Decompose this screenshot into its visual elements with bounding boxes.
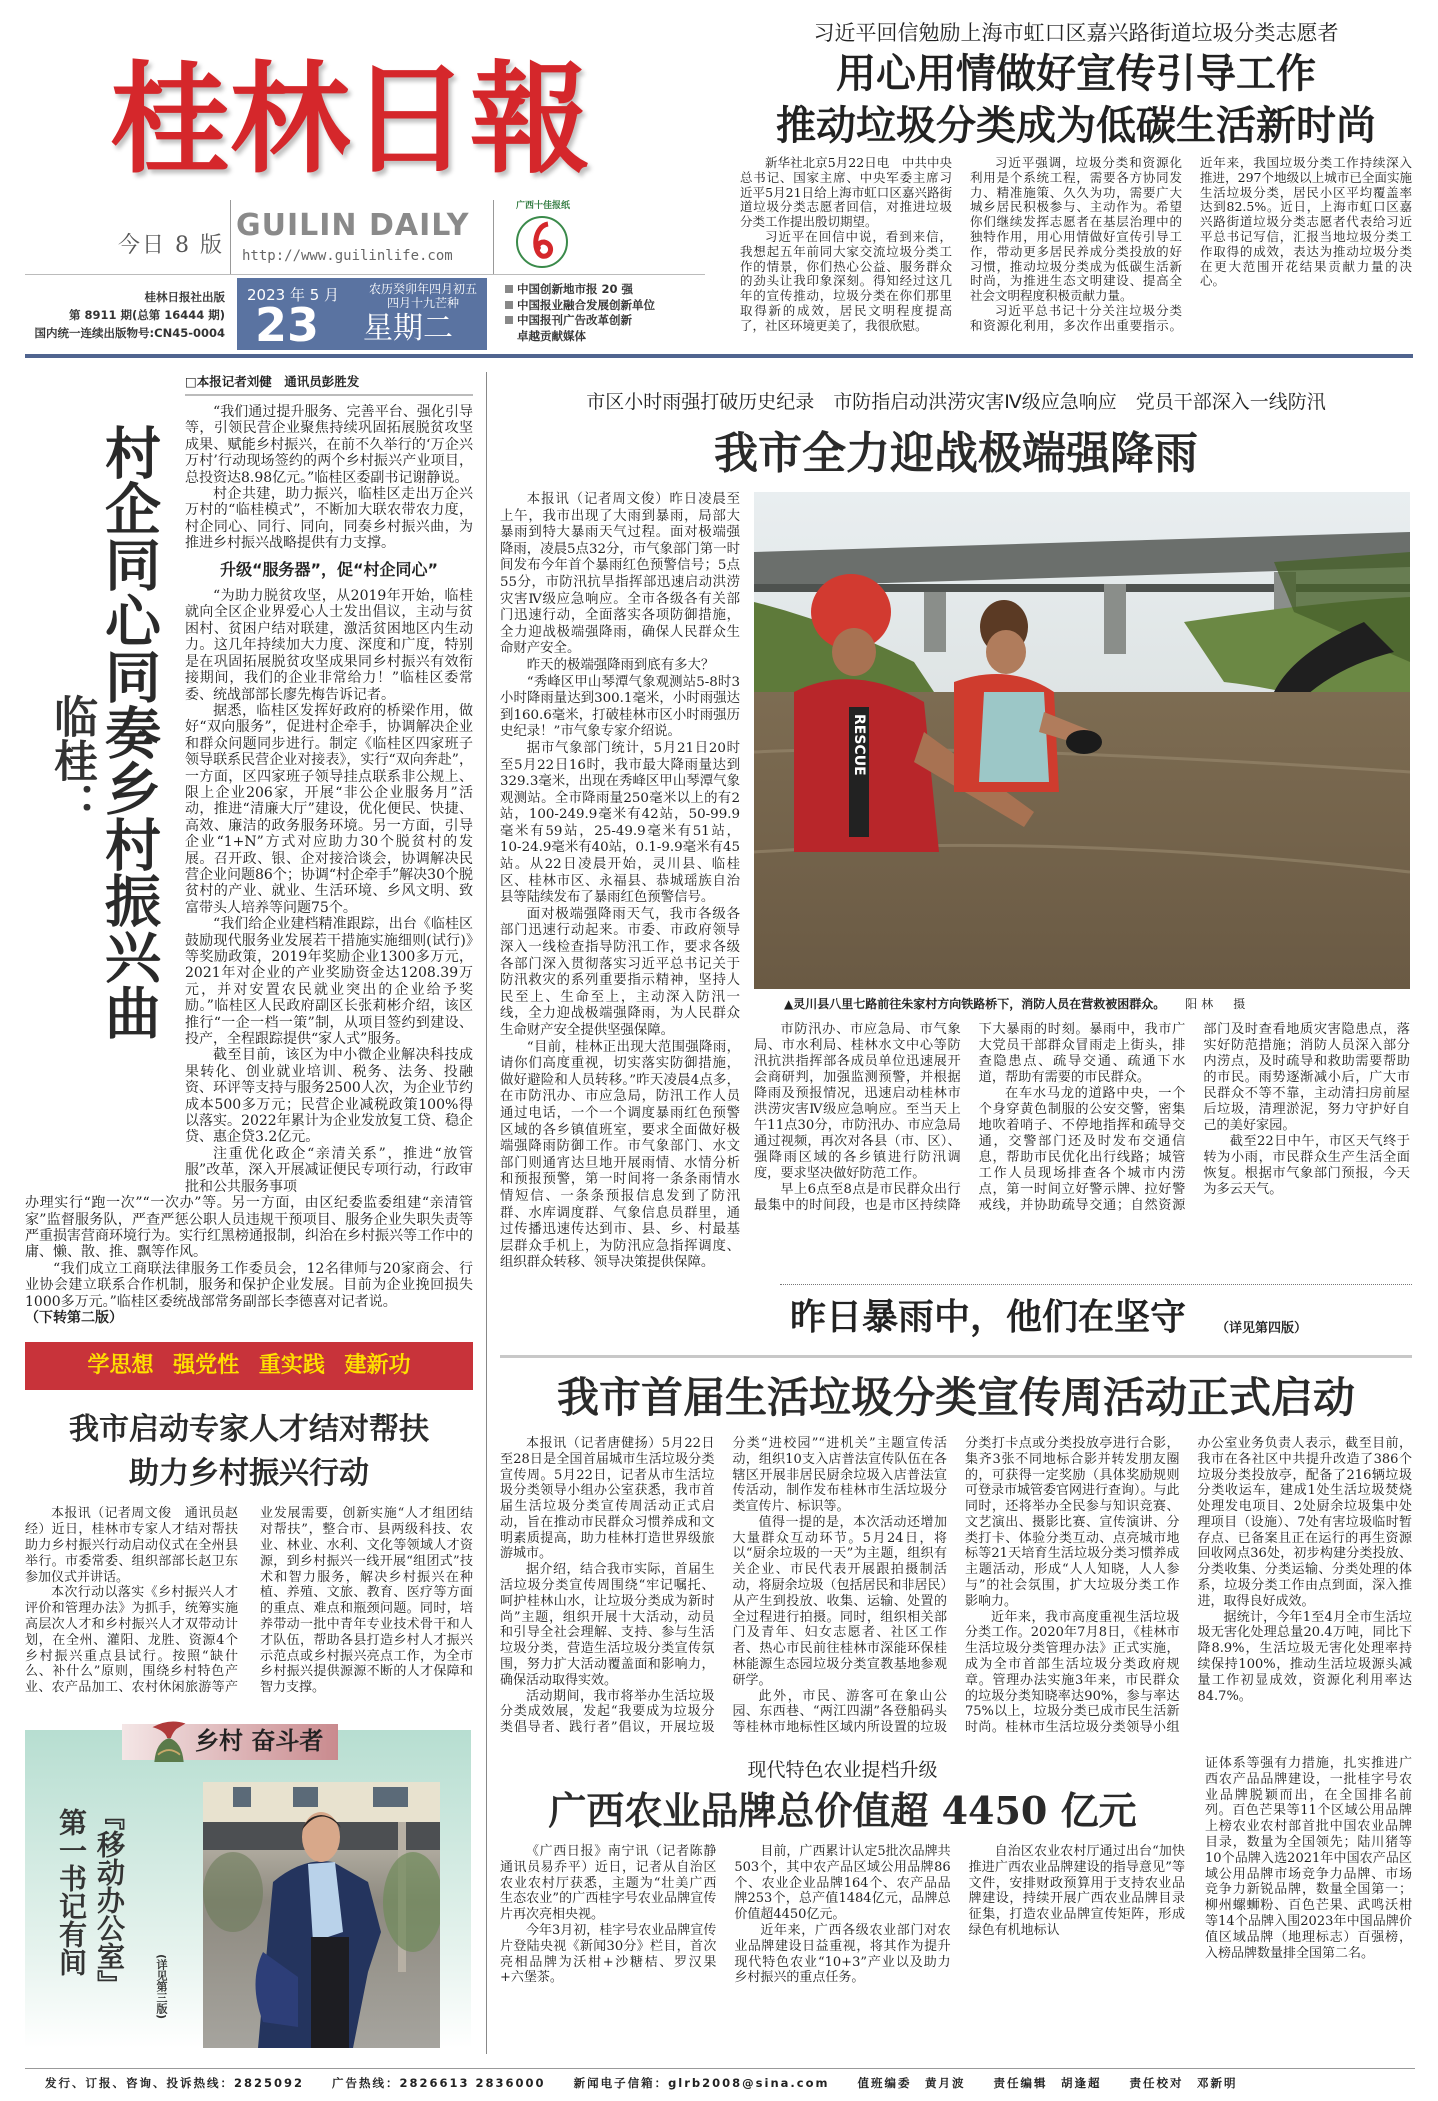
see-page-note: (详见第三版) <box>155 1953 168 2019</box>
slogan-word: 强党性 <box>173 1353 240 1379</box>
masthead <box>0 0 1438 362</box>
paragraph: 注重优化政企“亲清关系”，推进“放管服”改革，深入开展减证便民专项行动，行政审批和公共服务事项 <box>185 1145 473 1195</box>
honor-text: 中国报业融合发展创新单位 <box>517 297 655 312</box>
rain-article-headline: 我市全力迎战极端强降雨 <box>714 428 1198 479</box>
paragraph: “我们给企业建档精准跟踪，出台《临桂区鼓励现代服务业发展若干措施实施细则(试行)》等奖励政策，2019年奖励企业1300多万元，2021年对企业的产业奖励资金达1208.39万元，并对安置农民就业突出的企业给予奖励。”临桂区人民政府副区长张莉彬介绍，该区推行“一企一档一策”制，从项目签约到建设、投产，全程跟踪提供“家人式”服务。 <box>185 916 473 1048</box>
paragraph: “秀峰区甲山琴潭气象观测站5-8时3小时降雨量达到300.1毫米，小时雨强达到160.6毫米，打破桂林市区小时雨强历史纪录！”市气象专家介绍说。 <box>500 674 740 740</box>
agri-article <box>500 1756 1412 1986</box>
paragraph: 早上6点至8点是市民群众出行最集中的时间段，也是市区持续降下大暴雨的时刻。暴雨中，我市广大党员干部群众冒雨走上街头，排查隐患点、疏导交通、疏通下水道，帮助有需要的市民群众。 <box>754 1022 1186 1213</box>
agri-article-last-column <box>1205 1756 1412 1986</box>
paragraph: 据介绍，结合我市实际，首届生活垃圾分类宣传周围绕“牢记嘱托、呵护桂林山水，让垃圾分类成为新时尚”主题，组织开展十大活动，动员和引导全社会理解、支持、参与生活垃圾分类，营造生活垃圾分类宣传氛围，努力扩大活动覆盖面和影响力，确保活动取得实效。 <box>500 1562 715 1688</box>
paragraph: 证体系等强有力措施，扎实推进广西农产品品牌建设，一批桂字号农业品牌脱颖而出，在全国排名前列。百色芒果等11个区域公用品牌上榜农业农村部首批中国农业品牌目录，数量为全国领先；陆川猪等10个品牌入选2021年中国农产品区域公用品牌市场竞争力品牌、市场竞争力新锐品牌，数量全国第一；柳州螺蛳粉、百色芒果、武鸣沃柑等14个品牌入围2023年中国品牌价值区域品牌（地理标志）百强榜，入榜品牌数量排全国第二名。 <box>1205 1756 1412 1961</box>
xi-article <box>740 18 1412 334</box>
paragraph: 习近平在回信中说，看到来信，我想起五年前同大家交流垃圾分类工作的情景，你们热心公益、服务群众的劲头让我印象深刻。得知经过这几年的宣传推动，垃圾分类在你们那里取得新的成效，居民文明程度提高了，社区环境更美了，我很欣慰。 <box>740 228 952 333</box>
honor-item <box>505 282 655 298</box>
rescue-vest-text: RESCUE <box>851 714 867 776</box>
paragraph: 活动期间，我市将举办生活垃圾分类成效展，发起“我要成为垃圾分类倡导者、践行者”倡议，开展垃圾分类“进校园”“进机关”主题宣传活动，组织10支入店普法宣传队伍在各辖区开展非居民厨余垃圾入店普法宣传活动，制作发布桂林市生活垃圾分类宣传片、标识等。 <box>500 1435 947 1736</box>
masthead-divider <box>25 274 705 275</box>
lingui-subheading: 升级“服务器”，促“村企同心” <box>219 559 439 579</box>
lingui-closing <box>25 1261 473 1310</box>
garbage-article-headline: 我市首届生活垃圾分类宣传周活动正式启动 <box>556 1372 1355 1422</box>
paragraph: 此外，市民、游客可在象山公园、东西巷、“两江四湖”各登船码头等桂林市地标性区域内所设置的垃圾分类打卡点或分类投放亭进行合影，集齐3张不同地标合影并转发朋友圈的，可获得一定奖励（具体奖励规则可登录市城管委官网进行查询）。与此同时，还将举办全民参与知识竞赛、文艺演出、摄影比赛、宣传演讲、分类打卡、体验分类互动、点亮城市地标等21天培育生活垃圾分类习惯养成主题活动，形成“人人知晓，人人参与”的社会氛围，扩大垃圾分类工作影响力。 <box>732 1435 1180 1736</box>
paragraph: 近年来，广西各级农业部门对农业品牌建设日益重视，将其作为提升现代特色农业“10+3”产业以及助力乡村振兴的重点任务。 <box>734 1923 951 1986</box>
honors-list <box>505 282 655 344</box>
paragraph: 村企共建，助力振兴，临桂区走出万企兴万村的“临桂模式”，不断加大联农带农力度，村企同心、同行、同向，同奏乡村振兴曲，为推进乡村振兴战略提供有力支撑。 <box>185 486 473 552</box>
masthead-rule <box>25 354 1413 358</box>
photo-credit: 阳林 摄 <box>1185 997 1250 1011</box>
lingui-vertical-headline: 村企同心同奏乡村振兴曲 <box>96 424 161 1040</box>
newspaper-logo: 桂林日報 <box>110 49 590 190</box>
paragraph: 截至22日中午，市区天气终于转为小雨，市民群众生产生活全面恢复。根据市气象部门预报，今天为多云天气。 <box>1203 1134 1410 1197</box>
lingui-byline: □本报记者刘健 通讯员彭胜发 <box>185 372 473 396</box>
honor-item <box>505 313 655 329</box>
lunar-line: 农历癸卯年四月初五 <box>368 282 477 296</box>
lingui-place-label: 临桂： <box>46 694 97 826</box>
responsible-editor: 责任编辑 胡逢超 <box>993 2075 1102 2090</box>
lingui-intro <box>185 404 473 552</box>
paragraph: 习近平总书记十分关注垃圾分类和资源化利用，多次作出重要指示。近年来，我国垃圾分类工作持续深入推进，297个地级以上城市已全面实施生活垃圾分类，居民小区平均覆盖率达到82.5%。近日，上海市虹口区嘉兴路街道垃圾分类志愿者代表给习近平总书记写信，汇报当地垃圾分类工作取得的成效，表达为推动垃圾分类在更大范围开花结果贡献力量的决心。 <box>970 155 1412 333</box>
rain-article-body <box>754 1022 1410 1214</box>
rain-article <box>500 492 1412 1272</box>
honor-text: 卓越贡献媒体 <box>517 328 586 343</box>
paragraph: “目前，桂林正出现大范围强降雨，请你们高度重视，切实落实防御措施，做好避险和人员转移。”昨天凌晨4点多，在市防汛办、市应急局，防汛工作人员通过电话，一个一个调度暴雨红色预警区域的各乡镇值班室，要求全面做好极端强降雨防御工作。市气象部门、水文部门则通宵达旦地开展雨情、水情分析和预报预警，第一时间将一条条雨情水情短信、一条条预报信息发到了防汛群、水库调度群、气象信息员群里，通过传播迅速传达到市、县、乡、村最基层群众手机上，为防汛应急指挥调度、组织群众转移、领导决策提供保障。 <box>500 1039 740 1271</box>
issue-number: 第 8911 期(总第 16444 期) <box>68 308 225 322</box>
paragraph: 截至目前，该区为中小微企业解决科技成果转化、创业就业培训、税务、法务、投融资、环评等支持与服务2500人次，为企业节约成本500多万元；民营企业减税政策100%得以落实。2022年累计为企业发放复工贷、稳企贷、惠企贷3.2亿元。 <box>185 1047 473 1146</box>
paragraph: 新华社北京5月22日电 中共中央总书记、国家主席、中央军委主席习近平5月21日给上海市虹口区嘉兴路街道垃圾分类志愿者回信，对推进垃圾分类工作提出殷切期望。 <box>740 155 952 230</box>
slogan-word: 建新功 <box>344 1353 411 1379</box>
xi-article-headline: 用心用情做好宣传引导工作 <box>836 51 1316 97</box>
expert-article-headline <box>25 1408 473 1496</box>
paragraph: 本报讯（记者周文俊 通讯员赵经）近日，桂林市专家人才结对帮扶助力乡村振兴行动启动仪式在全州县举行。市委常委、组织部部长赵卫东参加仪式并讲话。 <box>25 1506 238 1585</box>
rain-article-lead-column <box>500 492 740 1272</box>
paragraph: 本次行动以落实《乡村振兴人才评价和管理办法》为抓手，统筹实施高层次人才和乡村振兴人才双带动计划，在全州、灌阳、龙胜、资源4个乡村振兴重点县试行。按照“缺什么、补什么”原则，围绕乡村特色产业、农产品加工、农村休闲旅游等产业发展需要，创新实施“人才组团结对帮扶”，整合市、县两级科技、农业、林业、水利、文化等领域人才资源，到乡村振兴一线开展“组团式”技术和智力服务，解决乡村振兴在种植、养殖、文旅、教育、医疗等方面的重点、难点和瓶颈问题。同时，培养带动一批中青年专业技术骨干和人才队伍，帮助各县打造乡村人才振兴示范点或乡村振兴亮点工作，为全市乡村振兴提供源源不断的人才保障和智力支撑。 <box>25 1506 473 1696</box>
date-day: 23 <box>255 298 320 352</box>
ad-hotline: 广告热线：2826613 2836000 <box>332 2075 546 2090</box>
news-email[interactable]: 新闻电子信箱：glrb2008@sina.com <box>573 2075 830 2090</box>
rural-column-name: 乡村 奋斗者 <box>195 1725 324 1755</box>
agri-article-body <box>500 1844 1185 1986</box>
slogan-word: 学思想 <box>87 1353 154 1379</box>
left-column <box>25 372 473 2054</box>
publication-info <box>10 288 225 342</box>
hotline: 发行、订报、咨询、投诉热线：2825092 <box>45 2075 305 2090</box>
duty-editor: 值班编委 黄月波 <box>857 2075 966 2090</box>
paragraph: 据统计，今年1至4月全市生活垃圾无害化处理总量20.4万吨，同比下降8.9%，生活垃圾无害化处理率持续保持100%，推动生活垃圾源头减量工作初显成效，资源化利用率达84.7%。 <box>1197 1609 1412 1704</box>
xi-article-kicker: 习近平回信勉励上海市虹口区嘉兴路街道垃圾分类志愿者 <box>813 21 1339 45</box>
website-url[interactable]: http://www.guilinlife.com <box>242 248 453 264</box>
rural-title-main[interactable]: 第一书记有间 <box>55 1807 88 1976</box>
photo-caption <box>784 995 1410 1012</box>
slogan-banner <box>25 1342 473 1390</box>
paragraph: 据悉，临桂区发挥好政府的桥梁作用，做好“双向服务”，促进村企牵手，协调解决企业和群众问题同步进行。制定《临桂区四家班子领导联系民营企业对接表》，实行“双向奔赴”，一方面，区四家班子领导挂点联系非公规上、限上企业206家，开展“非公企业服务月”活动，推进“清廉大厅”建设，优化便民、快捷、高效、廉洁的政务服务环境。另一方面，引导企业“1+N”方式对应助力30个脱贫村的发展。召开政、银、企对接洽谈会，协调解决民营企业问题86个；协调“村企牵手”解决30个脱贫村的产业、就业、生活环境、乡风文明、致富带头人培养等问题75个。 <box>185 702 473 916</box>
bullet-square-icon <box>505 316 513 324</box>
agri-article-kicker: 现代特色农业提档升级 <box>747 1759 938 1782</box>
xi-article-body <box>740 156 1412 334</box>
today-pages: 今日 8 版 <box>118 233 224 258</box>
paragraph: 昨天的极端强降雨到底有多大？ <box>526 657 715 673</box>
secretary-portrait-photo <box>203 1782 440 2048</box>
lingui-article <box>25 404 473 1195</box>
section-divider <box>500 1355 1412 1358</box>
english-name: GUILIN DAILY <box>236 208 470 243</box>
lunar-date <box>365 282 481 310</box>
paragraph: 办理实行“跑一次”“一次办”等。另一方面，由区纪委监委组建“亲清管家”监督服务队，严查严惩公职人员违规干预项目、服务企业失职失责等严重损害营商环境行为。实行红黑榜通报制，纠治在乡村振兴等工作中的庸、懒、散、推、飘等作风。 <box>25 1195 473 1261</box>
solar-term: 四月十九芒种 <box>386 296 459 310</box>
right-column <box>500 372 1412 1986</box>
award-badge-icon <box>512 212 572 270</box>
rural-title-quote[interactable]: 『移动办公室』 <box>93 1801 126 1998</box>
paragraph: 面对极端强降雨天气，我市各级各部门迅速行动起来。市委、市政府领导深入一线检查指导防汛工作，要求各级各部门深入贯彻落实习近平总书记关于防汛救灾的系列重要指示精神，坚持人民至上、生命至上，主动深入防汛一线，全力迎战极端强降雨，为人民群众生命财产安全提供坚强保障。 <box>500 906 740 1038</box>
proofreader: 责任校对 邓新明 <box>1129 2075 1238 2090</box>
honor-text: 中国创新地市报 20 强 <box>517 282 634 296</box>
related-story-headline[interactable]: 昨日暴雨中，他们在坚守 <box>790 1295 1187 1338</box>
caption-text: ▲灵川县八里七路前往朱家村方向铁路桥下，消防人员在营救被困群众。 <box>784 997 1166 1011</box>
bullet-square-icon <box>505 301 513 309</box>
serial-number: 国内统一连续出版物号:CN45-0004 <box>34 326 225 340</box>
see-page-note: （详见第四版） <box>1216 1320 1308 1336</box>
continued-notice: （下转第二版） <box>25 1309 123 1326</box>
paragraph: 本报讯（记者唐健扬）5月22日至28日是全国首届城市生活垃圾分类宣传周。5月22日，记者从市生活垃圾分类领导小组办公室获悉，我市首届生活垃圾分类宣传周活动正式启动，旨在推动市民群众习惯养成和文明素质提高，助力桂林打造世界级旅游城市。 <box>500 1435 715 1562</box>
lingui-main-text <box>185 588 473 1195</box>
paragraph: 自治区农业农村厅通过出台“加快推进广西农业品牌建设的指导意见”等文件，安排财政预算用于支持农业品牌建设，持续开展广西农业品牌目录征集，打造农业品牌宣传矩阵，形成绿色有机地标认 <box>968 1844 1185 1939</box>
related-story <box>790 1293 1412 1341</box>
honor-item <box>505 298 655 314</box>
rain-article-kicker: 市区小时雨强打破历史纪录 市防指启动洪涝灾害Ⅳ级应急响应 党员干部深入一线防汛 <box>586 391 1326 413</box>
rural-feature[interactable] <box>25 1718 473 2054</box>
agri-article-main <box>500 1756 1185 1986</box>
lingui-article-body <box>185 404 473 1195</box>
paragraph: 《广西日报》南宁讯（记者陈静 通讯员易乔平）近日，记者从自治区农业农村厅获悉，主题为“壮美广西 生态农业”的广西桂字号农业品牌宣传片再次亮相央视。 <box>500 1844 730 1923</box>
garbage-article-body <box>500 1436 1412 1736</box>
bullet-square-icon <box>505 285 513 293</box>
footer-info <box>45 2075 1415 2091</box>
honor-text: 中国报刊广告改革创新 <box>517 313 632 327</box>
paragraph: 目前，广西累计认定5批次品牌共503个，其中农产品区域公用品牌86个、农业企业品牌164个、农产品品牌253个，总产值1484亿元，品牌总价值超4450亿元。 <box>734 1844 951 1923</box>
publisher: 桂林日报社出版 <box>144 290 225 304</box>
paragraph: 在车水马龙的道路中央，一个个身穿黄色制服的公安交警，密集地吹着哨子、不停地指挥和疏导交通，交警部门还及时发布交通信息，帮助市民优化出行线路；城管工作人员现场排查各个城市内涝点，第一时间立好警示牌、拉好警戒线，并协助疏导交通；自然资源部门及时查看地质灾害隐患点，落实好防范措施；消防人员深入部分内涝点，及时疏导和救助需要帮助的市民。雨势逐渐减小后，广大市民群众不等不靠，主动清扫房前屋后垃圾，清理淤泥，努力守护好自己的美好家园。 <box>978 1022 1410 1213</box>
mountain-icon <box>147 1718 191 1762</box>
date-box <box>237 278 487 350</box>
xi-article-headline: 推动垃圾分类成为低碳生活新时尚 <box>776 103 1376 149</box>
paragraph: “我们通过提升服务、完善平台、强化引导等，引领民营企业聚焦持续巩固拓展脱贫攻坚成果、赋能乡村振兴，在前不久举行的‘万企兴万村’行动现场签约的两个乡村振兴产业项目，总投资达8.98亿元。”临桂区委副书记谢静说。 <box>185 404 473 486</box>
paragraph: 近年来，我市高度重视生活垃圾分类工作。2020年7月8日，《桂林市生活垃圾分类管理办法》正式实施，成为全市首部生活垃圾分类政府规章。管理办法实施3年来，市民群众的垃圾分类知晓率达90%，参与率达75%以上，垃圾分类已成市民生活新时尚。桂林市生活垃圾分类领导小组办公室业务负责人表示，截至目前，我市在各社区中共提升改造了386个垃圾分类投放亭，配备了216辆垃圾分类收运车，建成1处生活垃圾焚烧处理发电项目、2处厨余垃圾集中处理项目（设施）、7处有害垃圾临时暂存点、已备案且正在运行的再生资源回收网点36处，初步构建分类投放、分类收集、分类运输、分类处理的体系，垃圾分类工作由点到面，深入推进，取得良好成效。 <box>965 1435 1412 1736</box>
paragraph: “为助力脱贫攻坚，从2019年开始，临桂就向全区企业界爱心人士发出倡议，主动与贫困村、贫困户结对联建，激活贫困地区内生动力。这几年持续加大力度、深度和广度，特别是在巩固拓展脱贫攻坚成果同乡村振兴有效衔接期间，我们的企业非常给力！”临桂区委常委、统战部部长廖先梅告诉记者。 <box>185 588 473 703</box>
headline-line: 助力乡村振兴行动 <box>129 1456 369 1492</box>
rescue-photo <box>754 492 1410 989</box>
headline-line: 我市启动专家人才结对帮扶 <box>69 1412 429 1448</box>
paragraph: 本报讯（记者周文俊）昨日凌晨至上午，我市出现了大雨到暴雨，局部大暴雨到特大暴雨天气过程。面对极端强降雨，凌晨5点32分，市气象部门第一时间发布今年首个暴雨红色预警信号；5点55分，市防汛抗旱指挥部迅速启动洪涝灾害Ⅳ级应急响应。全市各级各有关部门迅速行动，全面落实各项防御措施，全力迎战极端强降雨，确保人民群众生命财产安全。 <box>500 492 740 657</box>
lingui-headline-area <box>25 404 185 1195</box>
paragraph: 市防汛办、市应急局、市气象局、市水利局、桂林水文中心等防汛抗洪指挥部各成员单位迅速展开会商研判，加强监测预警，并根据降雨及预报情况，迅速启动桂林市洪涝灾害Ⅳ级应急响应。至当天上午11点30分，市防汛办、市应急局通过视频，再次对各县（市、区）、强降雨区域的各乡镇进行防汛调度，要求坚决做好防范工作。 <box>754 1022 961 1181</box>
lingui-article-body-continued <box>25 1195 473 1326</box>
award-badge-label: 广西十佳报纸 <box>515 201 570 211</box>
column-divider <box>486 372 487 2054</box>
paragraph: 值得一提的是，本次活动还增加大量群众互动环节。5月24日，将以“厨余垃圾的一天”为主题，组织有关企业、市民代表开展跟拍摄制活动，将厨余垃圾（包括居民和非居民）从产生到投放、收集、运输、处置的全过程进行拍摄。同时，组织相关部门及青年、妇女志愿者、社区工作者、热心市民前往桂林市深能环保桂林能源生态园垃圾分类宣教基地参观研学。 <box>732 1514 948 1688</box>
footer-rule <box>25 2068 1415 2069</box>
paragraph: “我们成立工商联法律服务工作委员会，12名律师与20家商会、行业协会建立联系合作机制，服务和保护企业发展。目前为企业挽回损失1000多万元。”临桂区委统战部常务副部长李德喜对记者说。 <box>25 1260 473 1310</box>
expert-article-body <box>25 1506 473 1696</box>
honor-item <box>505 329 655 345</box>
rain-article-main <box>754 492 1410 1272</box>
main-content <box>25 372 1413 2054</box>
paragraph: 习近平强调，垃圾分类和资源化利用是个系统工程，需要各方协同发力、精准施策、久久为功，需要广大城乡居民积极参与、主动作为。希望你们继续发挥志愿者在基层治理中的独特作用，用心用情做好宣传引导工作，带动更多居民养成分类投放的好习惯，推动垃圾分类成为低碳生活新时尚，为推进生态文明建设、提高全社会文明程度积极贡献力量。 <box>970 155 1182 304</box>
date-year-month: 2023 年 5 月 <box>247 286 340 304</box>
dotted-divider <box>780 1284 1412 1285</box>
agri-article-headline: 广西农业品牌总价值超 4450 亿元 <box>548 1788 1137 1834</box>
paragraph: 据市气象部门统计，5月21日20时至5月22日16时，我市最大降雨量达到329.3毫米，出现在秀峰区甲山琴潭气象观测站。全市降雨量250毫米以上的有2站，100-249.9毫米有42站，50-99.9毫米有59站，25-49.9毫米有51站，10-24.9毫米有40站，0.1-9.9毫米有45站。从22日凌晨开始，灵川县、临桂区、桂林市区、永福县、恭城瑶族自治县等陆续发布了暴雨红色预警信号。 <box>500 740 740 906</box>
paragraph: 今年3月初，桂字号农业品牌宣传片登陆央视《新闻30分》栏目，首次亮相品牌为沃柑+沙糖桔、罗汉果+六堡茶。 <box>500 1923 717 1986</box>
slogan-word: 重实践 <box>258 1353 325 1379</box>
weekday: 星期二 <box>363 311 453 346</box>
